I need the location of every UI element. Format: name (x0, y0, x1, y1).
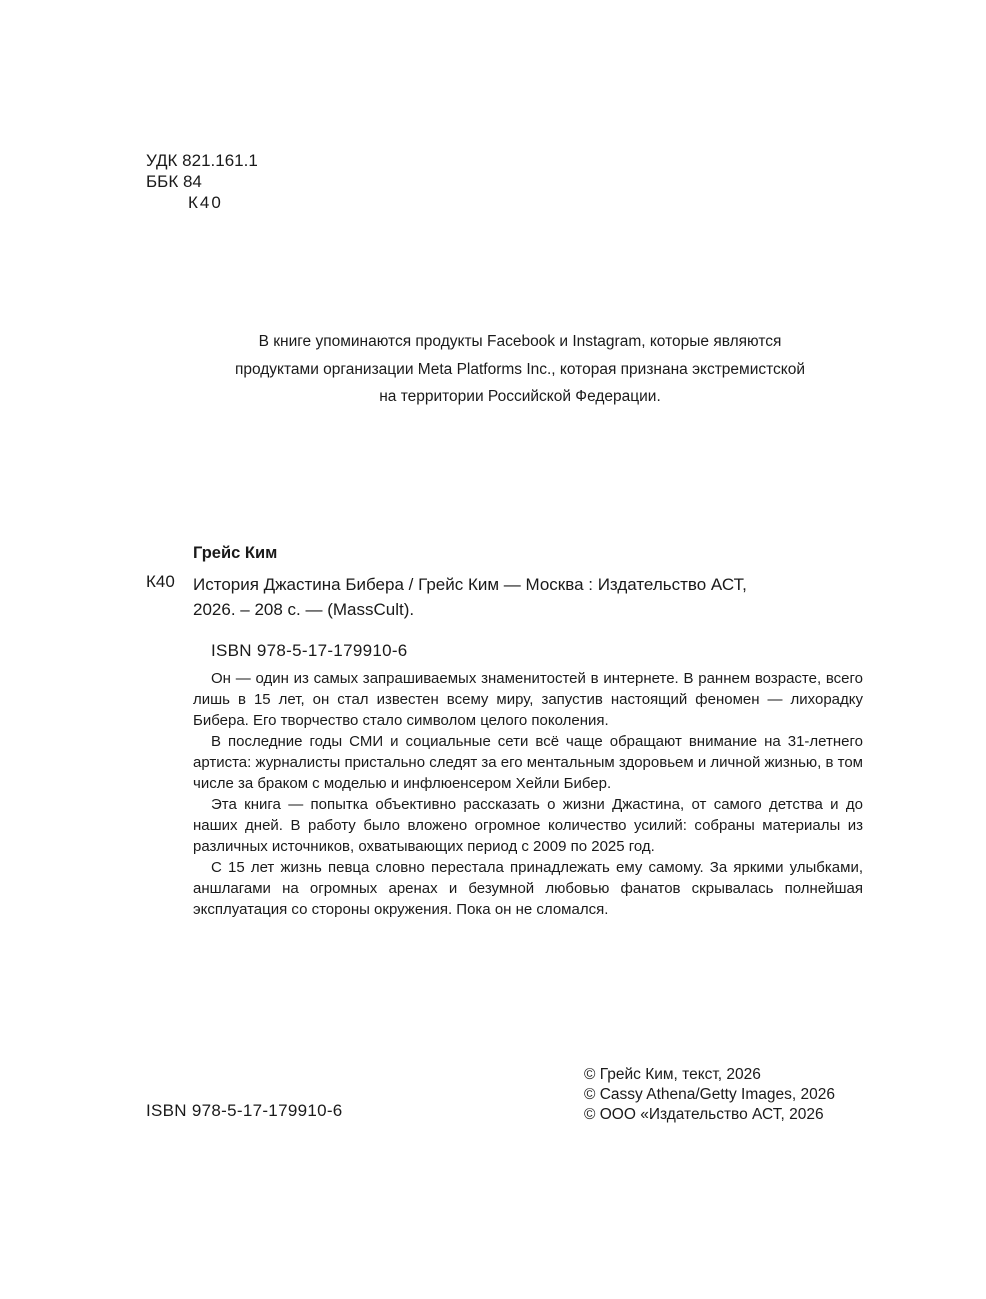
annotation-paragraph: С 15 лет жизнь певца словно перестала принадлежать ему самому. За яркими улыбками, аншлагами на огромных аренах и безумной любовью фанатов скрывалась полнейшая эксплуатация со стороны окружения. Пока он не сломался. (193, 859, 863, 918)
bibliography-author: Грейс Ким (193, 544, 278, 562)
cutter-mark: К40 (188, 193, 223, 212)
copyright-block (584, 1065, 835, 1125)
copyright-line-text: © Грейс Ким, текст, 2026 (584, 1066, 761, 1083)
annotation (193, 668, 863, 920)
udk-code: УДК 821.161.1 (146, 151, 258, 170)
notice-line-3: на территории Российской Федерации. (379, 388, 661, 405)
bibliography-line-2: 2026. – 208 с. — (MassCult). (193, 600, 415, 619)
bibliographic-description (193, 572, 863, 622)
notice-line-1: В книге упоминаются продукты Facebook и Instagram, которые являются (258, 333, 782, 350)
bibliography-cutter-code: К40 (146, 572, 175, 591)
extremism-notice (180, 328, 860, 411)
classification-block (146, 150, 258, 213)
bibliography-isbn: ISBN 978-5-17-179910-6 (211, 641, 408, 660)
copyright-line-publisher: © ООО «Издательство АСТ, 2026 (584, 1106, 824, 1123)
notice-line-2: продуктами организации Meta Platforms Inc., которая признана экстремистской (234, 360, 806, 378)
footer-isbn: ISBN 978-5-17-179910-6 (146, 1101, 343, 1120)
copyright-line-image: © Cassy Athena/Getty Images, 2026 (584, 1086, 835, 1103)
bbk-code: ББК 84 (146, 172, 202, 191)
annotation-paragraph: Он — один из самых запрашиваемых знаменитостей в интернете. В раннем возрасте, всего лишь в 15 лет, он стал известен всему миру, запустив настоящий феномен — лихорадку Бибера. Его творчество стало символом целого поколения. (193, 670, 863, 729)
annotation-paragraph: В последние годы СМИ и социальные сети всё чаще обращают внимание на 31-летнего артиста: журналисты пристально следят за его ментальным здоровьем и личной жизнью, в том числе за браком с моделью и инфлюенсером Хейли Бибер. (193, 733, 863, 792)
annotation-paragraph: Эта книга — попытка объективно рассказать о жизни Джастина, от самого детства и до наших дней. В работу было вложено огромное количество усилий: собраны материалы из различных источников, охватывающих период с 2009 по 2025 год. (193, 796, 863, 855)
bibliography-line-1: История Джастина Бибера / Грейс Ким — Москва : Издательство АСТ, (193, 575, 747, 594)
